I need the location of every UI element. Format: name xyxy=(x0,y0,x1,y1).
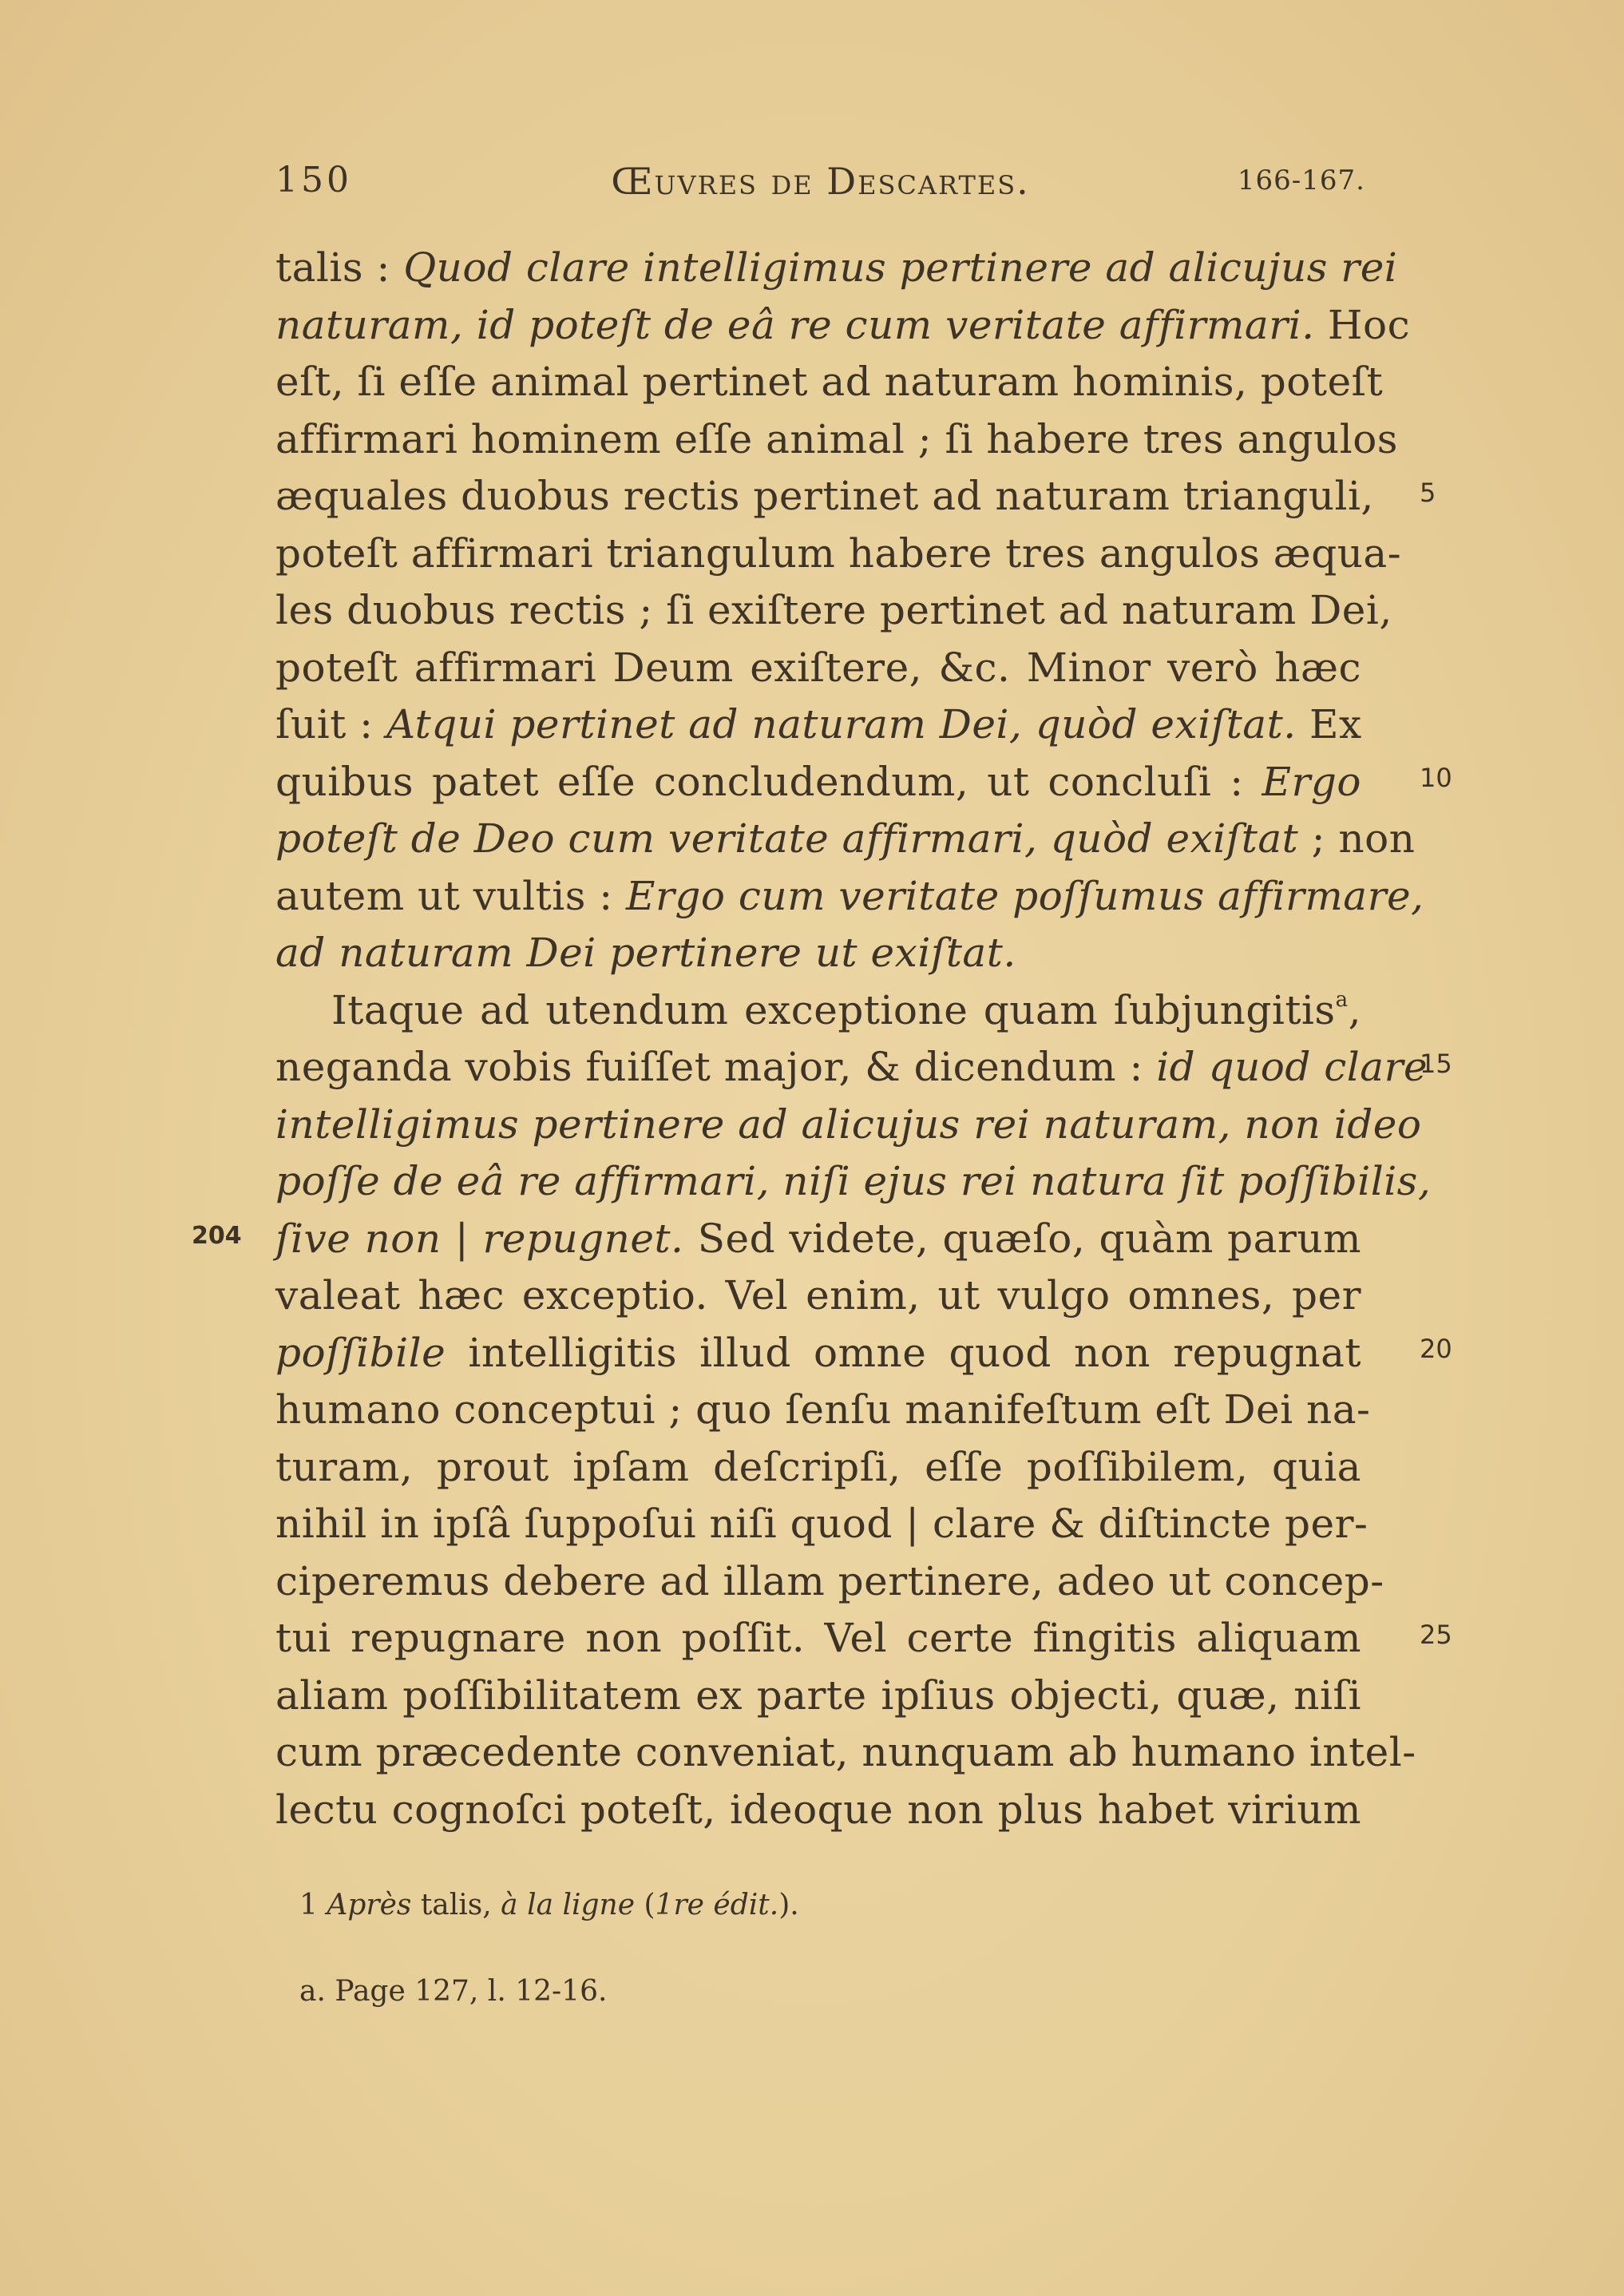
line-number-10: 10 xyxy=(1420,763,1452,793)
text-run: humano conceptui ; quo ſenſu manifeſtum eſt Dei na- xyxy=(275,1386,1371,1433)
text-run: affirmari hominem eſſe animal ; ſi habere tres angulos xyxy=(275,415,1398,462)
text-run: ). xyxy=(778,1889,799,1921)
italic-text: 1re édit. xyxy=(655,1889,779,1921)
italic-text: Ergo xyxy=(1262,758,1361,805)
footnote-marker: a xyxy=(1335,987,1349,1012)
text-line xyxy=(275,1724,1416,1782)
text-run: les duobus rectis ; ſi exiſtere pertinet ad naturam Dei, xyxy=(275,587,1392,633)
text-line xyxy=(275,354,1384,411)
text-line xyxy=(275,1382,1371,1439)
footnote-1 xyxy=(299,1889,799,1921)
text-run: nihil in ipſâ ſuppoſui niſi quod | clare & diſtincte per- xyxy=(275,1501,1369,1547)
text-run: Ex xyxy=(1296,701,1362,747)
text-line xyxy=(275,1153,1432,1211)
text-line xyxy=(275,1496,1369,1553)
text-line xyxy=(275,1553,1384,1611)
italic-text: Après xyxy=(327,1889,412,1921)
text-line xyxy=(275,754,1361,811)
text-line xyxy=(275,1096,1422,1154)
text-line xyxy=(275,1325,1361,1382)
line-number-5: 5 xyxy=(1420,478,1436,508)
text-line xyxy=(275,696,1361,754)
text-run: 1 xyxy=(299,1889,327,1921)
italic-text: Quod clare intelligimus pertinere ad alicujus rei xyxy=(403,244,1398,291)
text-run: ciperemus debere ad illam pertinere, adeo ut concep- xyxy=(275,1557,1384,1604)
text-line xyxy=(275,1439,1361,1497)
text-run: neganda vobis fuiſſet major, & dicendum : xyxy=(275,1044,1157,1090)
line-number-15: 15 xyxy=(1420,1049,1452,1079)
text-line xyxy=(275,868,1424,926)
italic-text: poteſt de Deo cum veritate affirmari, quòd exiſtat xyxy=(275,815,1299,862)
text-run: intelligitis illud omne quod non repugnat xyxy=(446,1329,1361,1376)
text-run: , xyxy=(1348,986,1361,1033)
text-line xyxy=(275,582,1392,640)
text-run: ſuit : xyxy=(275,701,386,747)
text-line xyxy=(275,982,1361,1040)
text-line xyxy=(275,811,1416,868)
italic-text: poſſe de eâ re affirmari, niſi ejus rei natura ſit poſſibilis, xyxy=(275,1158,1432,1204)
line-number-20: 20 xyxy=(1420,1334,1452,1364)
text-line xyxy=(275,411,1398,469)
page-reference: 166-167. xyxy=(1237,165,1365,196)
text-run: Hoc xyxy=(1314,301,1411,348)
text-run: talis, xyxy=(411,1889,501,1921)
text-run: quibus patet eſſe concludendum, ut concluſi : xyxy=(275,758,1262,805)
text-line xyxy=(275,925,1361,982)
text-run: Itaque ad utendum exceptione quam ſubjungitis xyxy=(331,986,1336,1033)
text-line xyxy=(275,1667,1361,1725)
text-line xyxy=(275,640,1361,697)
text-line xyxy=(275,468,1374,525)
text-run: poteſt affirmari Deum exiſtere, &c. Minor verò hæc xyxy=(275,644,1361,691)
italic-text: Atqui pertinet ad naturam Dei, quòd exiſtat. xyxy=(386,701,1297,747)
text-line xyxy=(275,525,1402,583)
italic-text: Ergo cum veritate poſſumus affirmare, xyxy=(626,872,1424,919)
italic-text: ad naturam Dei pertinere ut exiſtat. xyxy=(275,930,1016,976)
text-run: lectu cognoſci poteſt, ideoque non plus habet virium xyxy=(275,1786,1361,1833)
text-run: eſt, ſi eſſe animal pertinet ad naturam hominis, poteſt xyxy=(275,359,1384,405)
italic-text: id quod clare xyxy=(1156,1044,1428,1090)
text-run: æquales duobus rectis pertinet ad naturam trianguli, xyxy=(275,473,1374,519)
text-line xyxy=(275,1782,1361,1839)
italic-text: à la ligne xyxy=(501,1889,636,1921)
italic-text: naturam, id poteſt de eâ re cum veritate affirmari. xyxy=(275,301,1315,348)
text-run: ; non xyxy=(1298,815,1416,862)
line-number-25: 25 xyxy=(1420,1620,1452,1650)
italic-text: intelligimus pertinere ad alicujus rei naturam, non ideo xyxy=(275,1100,1422,1148)
italic-text: poſſibile xyxy=(275,1329,446,1376)
text-line xyxy=(275,297,1411,355)
text-run: valeat hæc exceptio. Vel enim, ut vulgo omnes, per xyxy=(275,1272,1361,1319)
footnote-a: a. Page 127, l. 12-16. xyxy=(299,1975,608,2008)
text-run: cum præcedente conveniat, nunquam ab humano intel- xyxy=(275,1729,1416,1775)
text-run: ( xyxy=(635,1889,656,1921)
text-line xyxy=(275,1610,1361,1667)
italic-text: ſive non | repugnet. xyxy=(275,1215,684,1262)
text-line xyxy=(275,1211,1361,1268)
text-run: aliam poſſibilitatem ex parte ipſius objecti, quæ, niſi xyxy=(275,1671,1361,1719)
margin-page-ref: 204 xyxy=(192,1222,242,1250)
text-run: autem ut vultis : xyxy=(275,872,627,919)
page-header xyxy=(275,160,1365,208)
page-number: 150 xyxy=(275,160,352,200)
text-run: turam, prout ipſam deſcripſi, eſſe poſſibilem, quia xyxy=(275,1443,1361,1490)
running-title: Œuvres de Descartes. xyxy=(611,160,1030,203)
text-line xyxy=(275,1267,1361,1325)
text-line xyxy=(275,1039,1428,1096)
text-line xyxy=(275,240,1398,297)
text-run: talis : xyxy=(275,244,404,291)
text-run: tui repugnare non poſſit. Vel certe fingitis aliquam xyxy=(275,1615,1361,1661)
text-run: poteſt affirmari triangulum habere tres angulos æqua- xyxy=(275,529,1402,577)
text-run: Sed videte, quæſo, quàm parum xyxy=(683,1215,1362,1262)
main-text xyxy=(275,240,1432,1838)
